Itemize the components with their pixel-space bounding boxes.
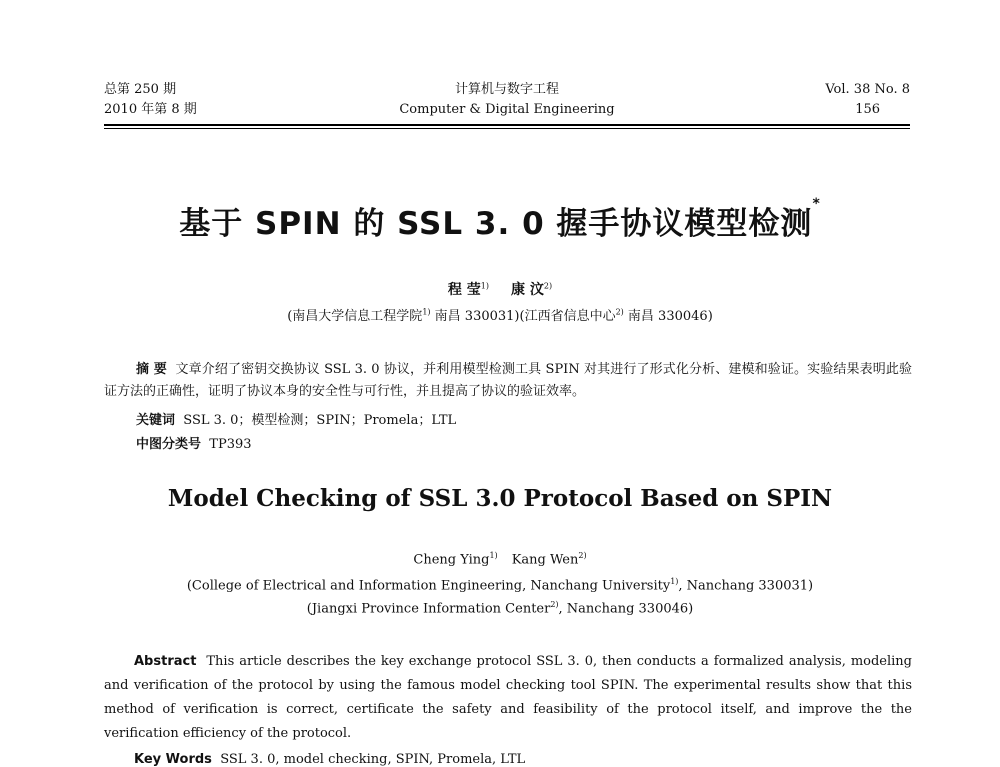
journal-name (104, 80, 910, 120)
abstract-cn-text: 文章介绍了密钥交换协议 SSL 3. 0 协议，并利用模型检测工具 SPIN 对其进行了形式化分析、建模和验证。实验结果表明此验证方法的正确性，证明了协议本身的安全性与可行性，并且提高了协议的验证效率。 (104, 362, 912, 399)
affiliation-en-line2-mark: 2) (550, 600, 559, 609)
keywords-cn-text: SSL 3. 0；模型检测；SPIN；Promela；LTL (183, 413, 457, 428)
title-cn-text: 基于 SPIN 的 SSL 3. 0 握手协议模型检测 (179, 206, 813, 242)
volume-number: Vol. 38 No. 8 (825, 82, 910, 97)
affiliation-cn-mark1: 1) (422, 307, 431, 317)
abstract-en (104, 650, 912, 746)
abstract-en-label: Abstract (134, 654, 197, 669)
abstract-cn (104, 359, 912, 403)
author-cn-2: 康 汶 (511, 282, 544, 298)
classification-cn-text: TP393 (209, 437, 252, 452)
affiliation-cn-part2: 南昌 330031)(江西省信息中心 (430, 309, 616, 324)
author-en-2: Kang Wen (511, 552, 579, 568)
journal-name-en: Computer & Digital Engineering (399, 102, 615, 117)
affiliation-en-line1 (0, 577, 1000, 593)
issue-total: 总第 250 期 (104, 82, 177, 97)
title-en: Model Checking of SSL 3.0 Protocol Based on SPIN (167, 485, 833, 512)
volume-info (825, 80, 910, 120)
affiliation-cn-part3: 南昌 330046) (623, 309, 713, 324)
header-rule-thick (104, 124, 910, 126)
affiliation-en-line1-a: (College of Electrical and Information Engineering, Nanchang University (186, 578, 671, 594)
title-footnote-mark: * (812, 196, 821, 212)
keywords-cn-label: 关键词 (136, 413, 176, 428)
title-cn (0, 198, 1000, 243)
author-en-2-mark: 2) (578, 551, 587, 560)
affiliation-en-line2-a: (Jiangxi Province Information Center (306, 601, 551, 617)
affiliation-cn (0, 305, 1000, 324)
keywords-cn (136, 409, 456, 428)
affiliation-cn-mark2: 2) (615, 307, 624, 317)
header-rule-thin (104, 128, 910, 129)
authors-en (0, 551, 1000, 567)
abstract-cn-label: 摘 要 (136, 362, 167, 377)
author-cn-1-mark: 1) (480, 281, 489, 291)
author-en-1: Cheng Ying (413, 552, 490, 568)
author-cn-1: 程 莹 (447, 282, 481, 298)
classification-cn (136, 433, 252, 452)
abstract-en-text: This article describes the key exchange protocol SSL 3. 0, then conducts a formalized analysis, modeling and verification of the protocol by using the famous model checking tool SPIN. The experimental results show that this method of verification is correct, certificate the safety and feasibility of the protocol itself, and improve the the verification efficiency of the protocol. (104, 654, 912, 741)
author-en-1-mark: 1) (489, 551, 498, 560)
affiliation-en-line2-b: , Nanchang 330046) (558, 601, 694, 617)
affiliation-en-line1-b: , Nanchang 330031) (678, 578, 814, 594)
page-number: 156 (855, 102, 881, 117)
issue-date: 2010 年第 8 期 (104, 102, 197, 117)
affiliation-en-line2 (0, 600, 1000, 616)
classification-cn-label: 中图分类号 (136, 437, 202, 452)
journal-name-cn: 计算机与数字工程 (454, 82, 559, 97)
author-cn-2-mark: 2) (543, 281, 553, 291)
affiliation-cn-part1: (南昌大学信息工程学院 (287, 309, 423, 324)
affiliation-en-line1-mark: 1) (670, 577, 679, 586)
authors-cn (0, 279, 1000, 299)
page-header (104, 80, 910, 120)
keywords-en-label: Key Words (134, 752, 212, 767)
keywords-en-text: SSL 3. 0, model checking, SPIN, Promela, LTL (220, 752, 526, 767)
